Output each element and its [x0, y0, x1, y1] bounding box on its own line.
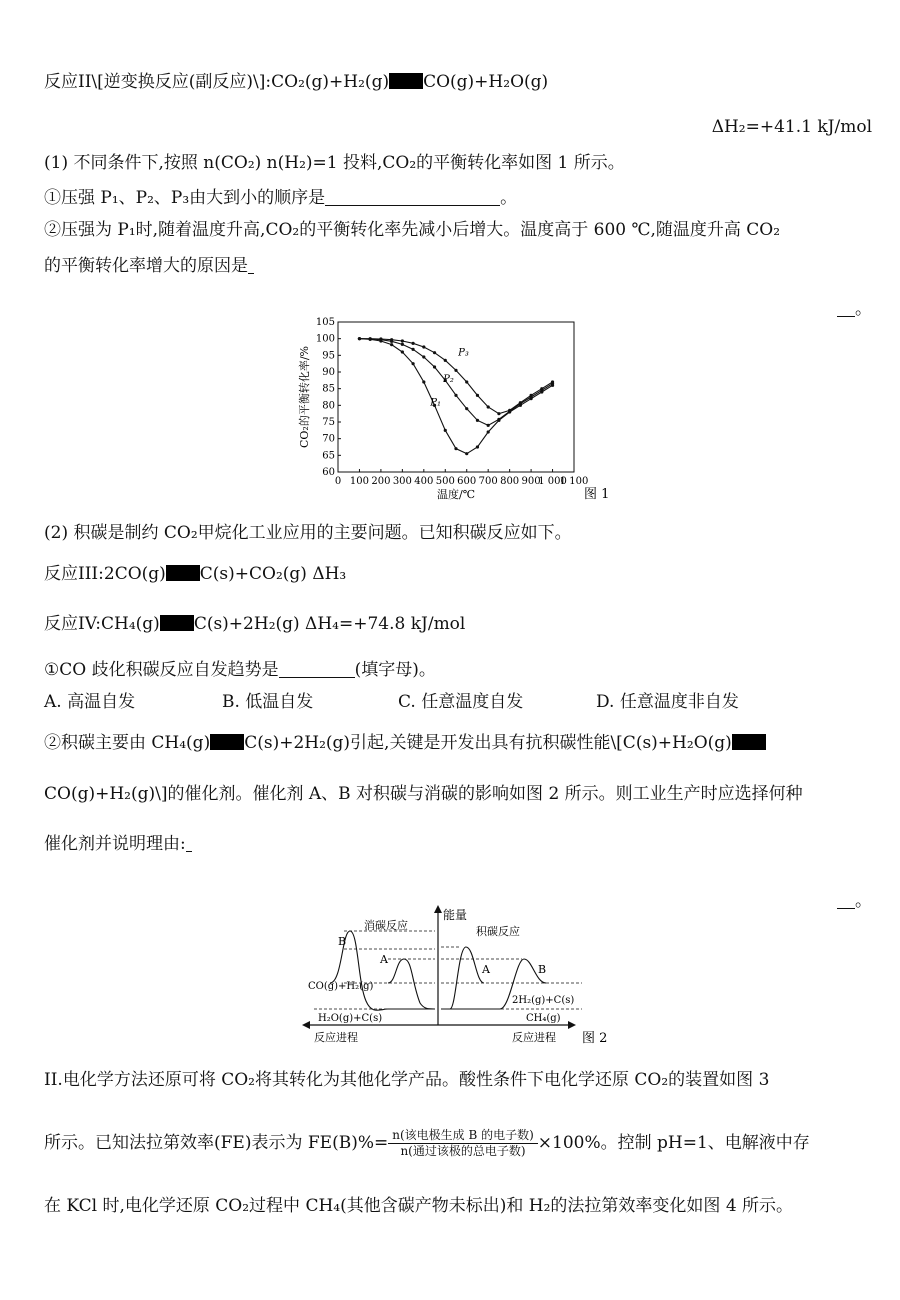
- right-axis-label: 反应进程: [512, 1031, 556, 1044]
- x-tick-label: 900: [521, 476, 541, 487]
- fe-definition-line: 所示。已知法拉第效率(FE)表示为 FE(B)%= $\frac{\text{n(该电极生成 B 的电子数)}}{\text{n(通过该极的总电子数)}}$ ×100%。控制 pH=1、电解液中存: [44, 1128, 810, 1158]
- dh2-value: ΔH₂=+41.1 kJ/mol: [711, 117, 872, 137]
- data-point: [422, 380, 425, 383]
- q2a-line: ①CO 歧化积碳反应自发趋势是 (填字母)。: [44, 660, 436, 680]
- y-tick-label: 65: [322, 450, 335, 462]
- series-label: P₂: [443, 374, 454, 385]
- option-d[interactable]: D. 任意温度非自发: [596, 692, 739, 712]
- left-axis-label: 反应进程: [314, 1031, 358, 1044]
- q2c-line: CO(g)+H₂(g)\]的催化剂。催化剂 A、B 对积碳与消碳的影响如图 2 所示。则工业生产时应选择何种: [44, 784, 803, 804]
- series-line-P₃: [359, 339, 552, 414]
- data-point: [497, 418, 500, 421]
- y-tick-label: 105: [315, 317, 335, 328]
- data-point: [358, 337, 361, 340]
- series-line-P₂: [359, 339, 552, 426]
- answer-blank[interactable]: [325, 189, 500, 206]
- q1b-end: 。: [837, 294, 872, 319]
- q1b-line: ②压强为 P₁时,随着温度升高,CO₂的平衡转化率先减小后增大。温度高于 600 ℃,随温度升高 CO₂: [44, 220, 781, 240]
- data-point: [379, 337, 382, 340]
- catalyst-a-label-right: A: [482, 963, 490, 976]
- equilibrium-arrow-redacted: [210, 734, 244, 750]
- decarbon-title: 消碳反应: [364, 919, 408, 932]
- reaction-ii-line: 反应II\[逆变换反应(副反应)\]:CO₂(g)+H₂(g) CO(g)+H₂O(g): [44, 72, 549, 92]
- data-point: [411, 342, 414, 345]
- y-tick-label: 75: [322, 417, 335, 428]
- data-point: [487, 430, 490, 433]
- left-end-species: H₂O(g)+C(s): [318, 1013, 383, 1024]
- data-point: [422, 345, 425, 348]
- left-start-species: CO(g)+H₂(g): [308, 981, 374, 992]
- data-point: [411, 348, 414, 351]
- q3-text: II.电化学方法还原可将 CO₂将其转化为其他化学产品。酸性条件下电化学还原 CO₂的装置如图 3: [44, 1070, 770, 1090]
- q2d-end: 。: [837, 886, 872, 911]
- carbon-deposit-title: 积碳反应: [476, 925, 520, 938]
- q2-text: (2) 积碳是制约 CO₂甲烷化工业应用的主要问题。已知积碳反应如下。: [44, 523, 572, 543]
- catalyst-b-label-left: B: [338, 935, 347, 948]
- equilibrium-arrow-redacted: [732, 734, 766, 750]
- data-point: [465, 380, 468, 383]
- data-point: [551, 380, 554, 383]
- q1b2-line: 的平衡转化率增大的原因是: [44, 254, 254, 278]
- data-point: [433, 365, 436, 368]
- fe-fraction: $\frac{\text{n(该电极生成 B 的电子数)}}{\text{n(通过该极的总电子数)}}$: [388, 1128, 538, 1159]
- data-point: [444, 429, 447, 432]
- x-tick-label: 1 000: [538, 476, 567, 487]
- data-point: [454, 447, 457, 450]
- x-tick-label: 600: [457, 476, 477, 487]
- x-tick-label: 0: [334, 476, 342, 487]
- data-point: [444, 359, 447, 362]
- x-tick-label: 300: [392, 476, 412, 487]
- data-point: [465, 407, 468, 410]
- data-point: [476, 445, 479, 448]
- data-point: [422, 355, 425, 358]
- data-point: [529, 394, 532, 397]
- catalyst-b-label-right: B: [538, 963, 547, 976]
- y-tick-label: 85: [322, 383, 335, 395]
- q2d-line: 催化剂并说明理由:: [44, 832, 192, 856]
- q3c-line: 在 KCl 时,电化学还原 CO₂过程中 CH₄(其他含碳产物未标出)和 H₂的法拉第效率变化如图 4 所示。: [44, 1196, 794, 1216]
- option-a[interactable]: A. 高温自发: [44, 692, 136, 712]
- q1a-line: ①压强 P₁、P₂、P₃由大到小的顺序是 。: [44, 188, 518, 208]
- x-tick-label: 500: [435, 476, 455, 487]
- data-point: [401, 350, 404, 353]
- data-point: [433, 351, 436, 354]
- data-point: [390, 338, 393, 341]
- x-tick-label: 100: [349, 476, 370, 487]
- data-point: [401, 343, 404, 346]
- right-start-species: CH₄(g): [526, 1013, 561, 1024]
- data-point: [454, 394, 457, 397]
- energy-diagram: [300, 903, 620, 1048]
- data-point: [476, 419, 479, 422]
- option-b[interactable]: B. 低温自发: [222, 692, 314, 712]
- x-tick-label: 700: [478, 476, 498, 487]
- options-line: [44, 690, 739, 714]
- y-tick-label: 90: [322, 367, 335, 378]
- equilibrium-arrow-redacted: [166, 565, 200, 581]
- energy-label: 能量: [443, 908, 468, 922]
- y-tick-label: 80: [322, 400, 335, 412]
- y-tick-label: 100: [315, 333, 335, 345]
- catalyst-a-label-left: A: [380, 953, 388, 966]
- x-axis-label: 温度/℃: [436, 488, 476, 501]
- data-point: [476, 394, 479, 397]
- y-tick-label: 70: [322, 433, 335, 445]
- conversion-chart: [290, 312, 630, 507]
- x-tick-label: 1 100: [559, 476, 589, 487]
- y-axis-label: CO₂的平衡转化率/%: [298, 345, 311, 449]
- data-point: [508, 409, 511, 412]
- series-label: P₁: [430, 397, 442, 409]
- equilibrium-arrow-redacted: [160, 615, 194, 631]
- data-point: [401, 339, 404, 342]
- data-point: [411, 362, 414, 365]
- data-point: [487, 405, 490, 408]
- reaction-iii-line: 反应III:2CO(g) C(s)+CO₂(g) ΔH₃: [44, 564, 347, 584]
- right-end-species: 2H₂(g)+C(s): [512, 995, 575, 1006]
- data-point: [369, 337, 372, 340]
- answer-blank[interactable]: [837, 300, 855, 317]
- data-point: [497, 412, 500, 415]
- equilibrium-arrow-redacted: [389, 73, 423, 89]
- answer-blank[interactable]: [186, 835, 192, 852]
- q1-text: (1) 不同条件下,按照 n(CO₂) n(H₂)=1 投料,CO₂的平衡转化率如图 1 所示。: [44, 153, 625, 173]
- answer-blank[interactable]: [248, 257, 254, 274]
- data-point: [454, 369, 457, 372]
- q2b-line: ②积碳主要由 CH₄(g) C(s)+2H₂(g)引起,关键是开发出具有抗积碳性能\[C(s)+H₂O(g): [44, 731, 766, 755]
- reaction-iv-line: 反应IV:CH₄(g) C(s)+2H₂(g) ΔH₄=+74.8 kJ/mol: [44, 614, 466, 634]
- data-point: [390, 343, 393, 346]
- option-c[interactable]: C. 任意温度自发: [398, 692, 524, 712]
- answer-blank[interactable]: [279, 661, 355, 678]
- data-point: [540, 387, 543, 390]
- data-point: [519, 401, 522, 404]
- figure-2-caption: 图 2: [582, 1031, 608, 1046]
- x-tick-label: 200: [371, 476, 391, 487]
- answer-blank[interactable]: [837, 892, 855, 909]
- data-point: [465, 452, 468, 455]
- x-tick-label: 400: [414, 476, 434, 487]
- figure-1-caption: 图 1: [584, 487, 610, 502]
- x-tick-label: 800: [500, 476, 520, 487]
- y-tick-label: 95: [322, 350, 335, 362]
- series-label: P₃: [458, 347, 469, 359]
- y-tick-label: 60: [322, 467, 335, 478]
- data-point: [487, 424, 490, 427]
